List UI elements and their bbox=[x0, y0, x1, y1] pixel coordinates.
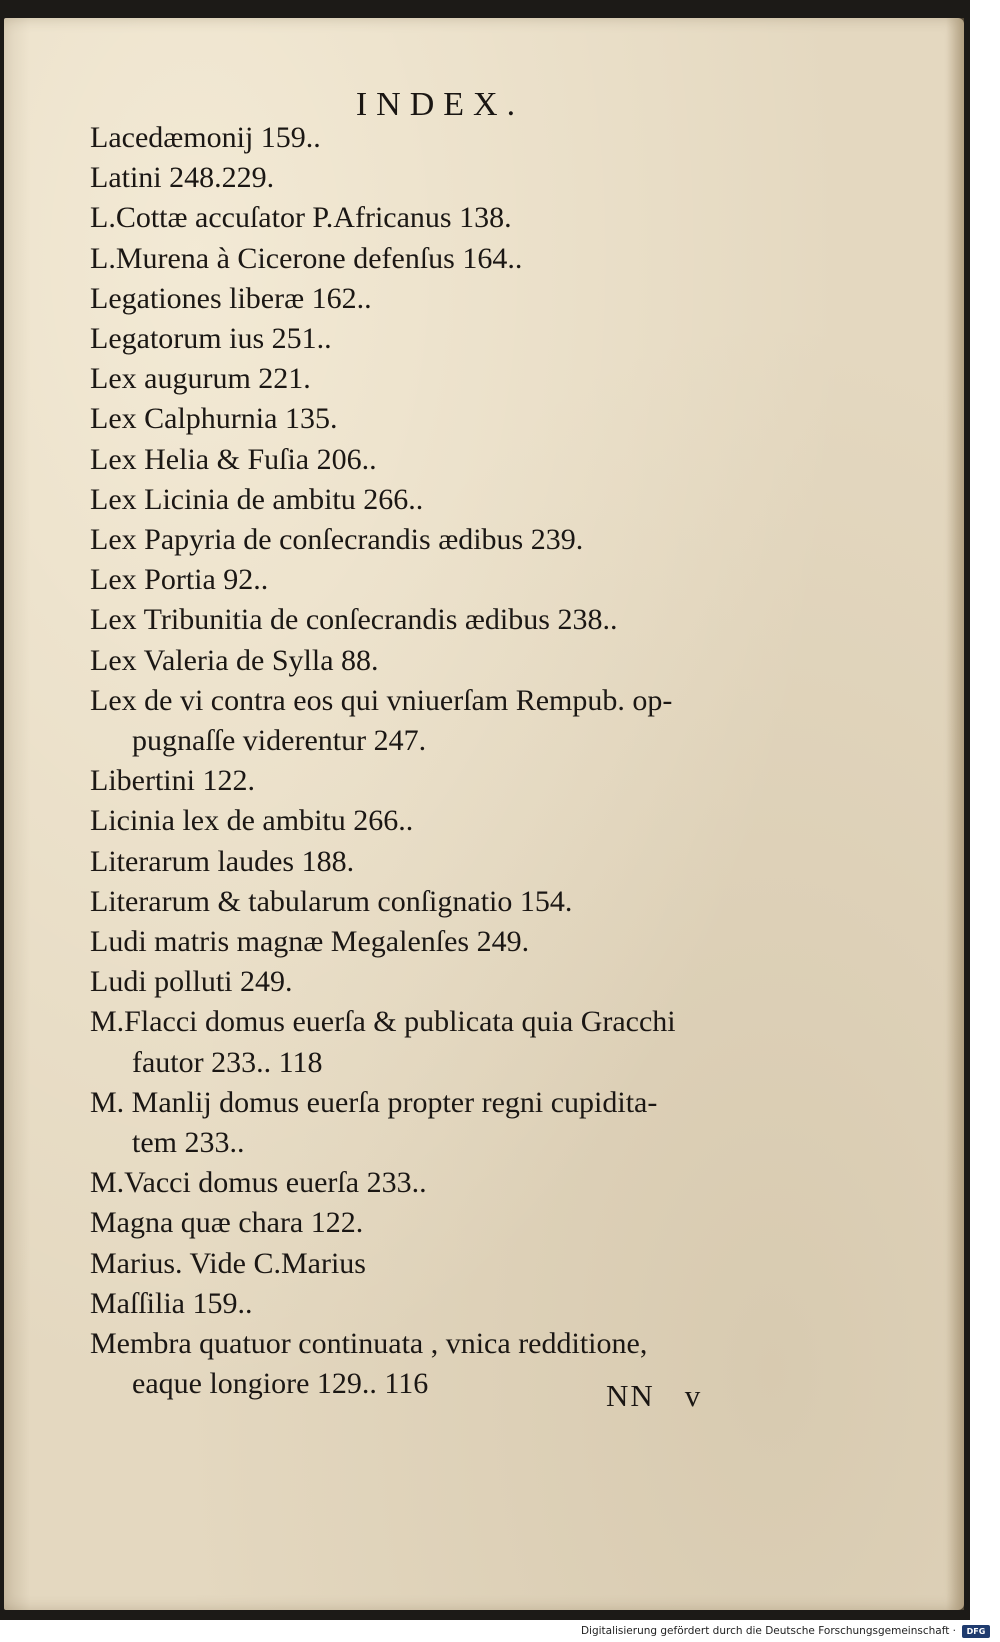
index-entry: Marius. Vide C.Marius bbox=[90, 1246, 366, 1280]
index-entry: Libertini 122. bbox=[90, 764, 255, 798]
index-entry: M.Vacci domus euerſa 233.. bbox=[90, 1166, 427, 1200]
index-entry: Ludi matris magnæ Megalenſes 249. bbox=[90, 925, 530, 959]
page-edge bbox=[946, 18, 964, 1610]
index-entry-continuation: fautor 233.. 118 bbox=[132, 1045, 323, 1079]
index-entry: Licinia lex de ambitu 266.. bbox=[90, 804, 414, 838]
signature-mark bbox=[606, 1378, 702, 1414]
footer-credit: Digitalisierung gefördert durch die Deutsche Forschungsgemeinschaft · bbox=[580, 1625, 956, 1637]
index-entry: Lex Papyria de conſecrandis ædibus 239. bbox=[90, 523, 584, 557]
index-entry: Legationes liberæ 162.. bbox=[90, 281, 372, 315]
index-entry: Lex Tribunitia de conſecrandis ædibus 238.. bbox=[90, 603, 618, 637]
index-entry: Literarum laudes 188. bbox=[90, 844, 355, 878]
index-entry: M. Manlij domus euerſa propter regni cupidita- bbox=[90, 1085, 658, 1119]
index-entry: Lex Valeria de Sylla 88. bbox=[90, 643, 379, 677]
index-entry: Lex Licinia de ambitu 266.. bbox=[90, 482, 424, 516]
index-entry-continuation: pugnaſſe viderentur 247. bbox=[132, 724, 427, 758]
digitization-footer bbox=[0, 1622, 994, 1642]
index-entry: Lex Helia & Fuſia 206.. bbox=[90, 442, 377, 476]
index-entry: Literarum & tabularum conſignatio 154. bbox=[90, 884, 573, 918]
index-entry: Legatorum ius 251.. bbox=[90, 322, 332, 356]
index-entry-continuation: tem 233.. bbox=[132, 1126, 245, 1160]
index-entry: Magna quæ chara 122. bbox=[90, 1206, 364, 1240]
index-entry: Latini 248.229. bbox=[90, 161, 275, 195]
index-entry: Membra quatuor continuata , vnica redditione, bbox=[90, 1327, 648, 1361]
index-entries bbox=[90, 118, 810, 1405]
index-entry: Lacedæmonij 159.. bbox=[90, 121, 321, 154]
index-entry: Ludi polluti 249. bbox=[90, 965, 293, 999]
index-entry: L.Murena à Cicerone defenſus 164.. bbox=[90, 241, 523, 275]
index-entry: Lex Calphurnia 135. bbox=[90, 402, 338, 436]
index-entry: Lex de vi contra eos qui vniuerſam Rempub. op- bbox=[90, 683, 673, 717]
index-entry: L.Cottæ accuſator P.Africanus 138. bbox=[90, 201, 512, 235]
index-entry: Maſſilia 159.. bbox=[90, 1286, 253, 1320]
dfg-logo-badge: DFG bbox=[962, 1625, 990, 1638]
index-entry: Lex Portia 92.. bbox=[90, 563, 269, 597]
signature-letters: NN bbox=[606, 1378, 655, 1413]
index-entry: M.Flacci domus euerſa & publicata quia Gracchi bbox=[90, 1005, 676, 1039]
index-entry-continuation: eaque longiore 129.. 116 bbox=[132, 1367, 429, 1401]
signature-suffix: v bbox=[684, 1378, 703, 1413]
index-entry: Lex augurum 221. bbox=[90, 362, 311, 396]
page-title: INDEX. bbox=[355, 86, 525, 123]
